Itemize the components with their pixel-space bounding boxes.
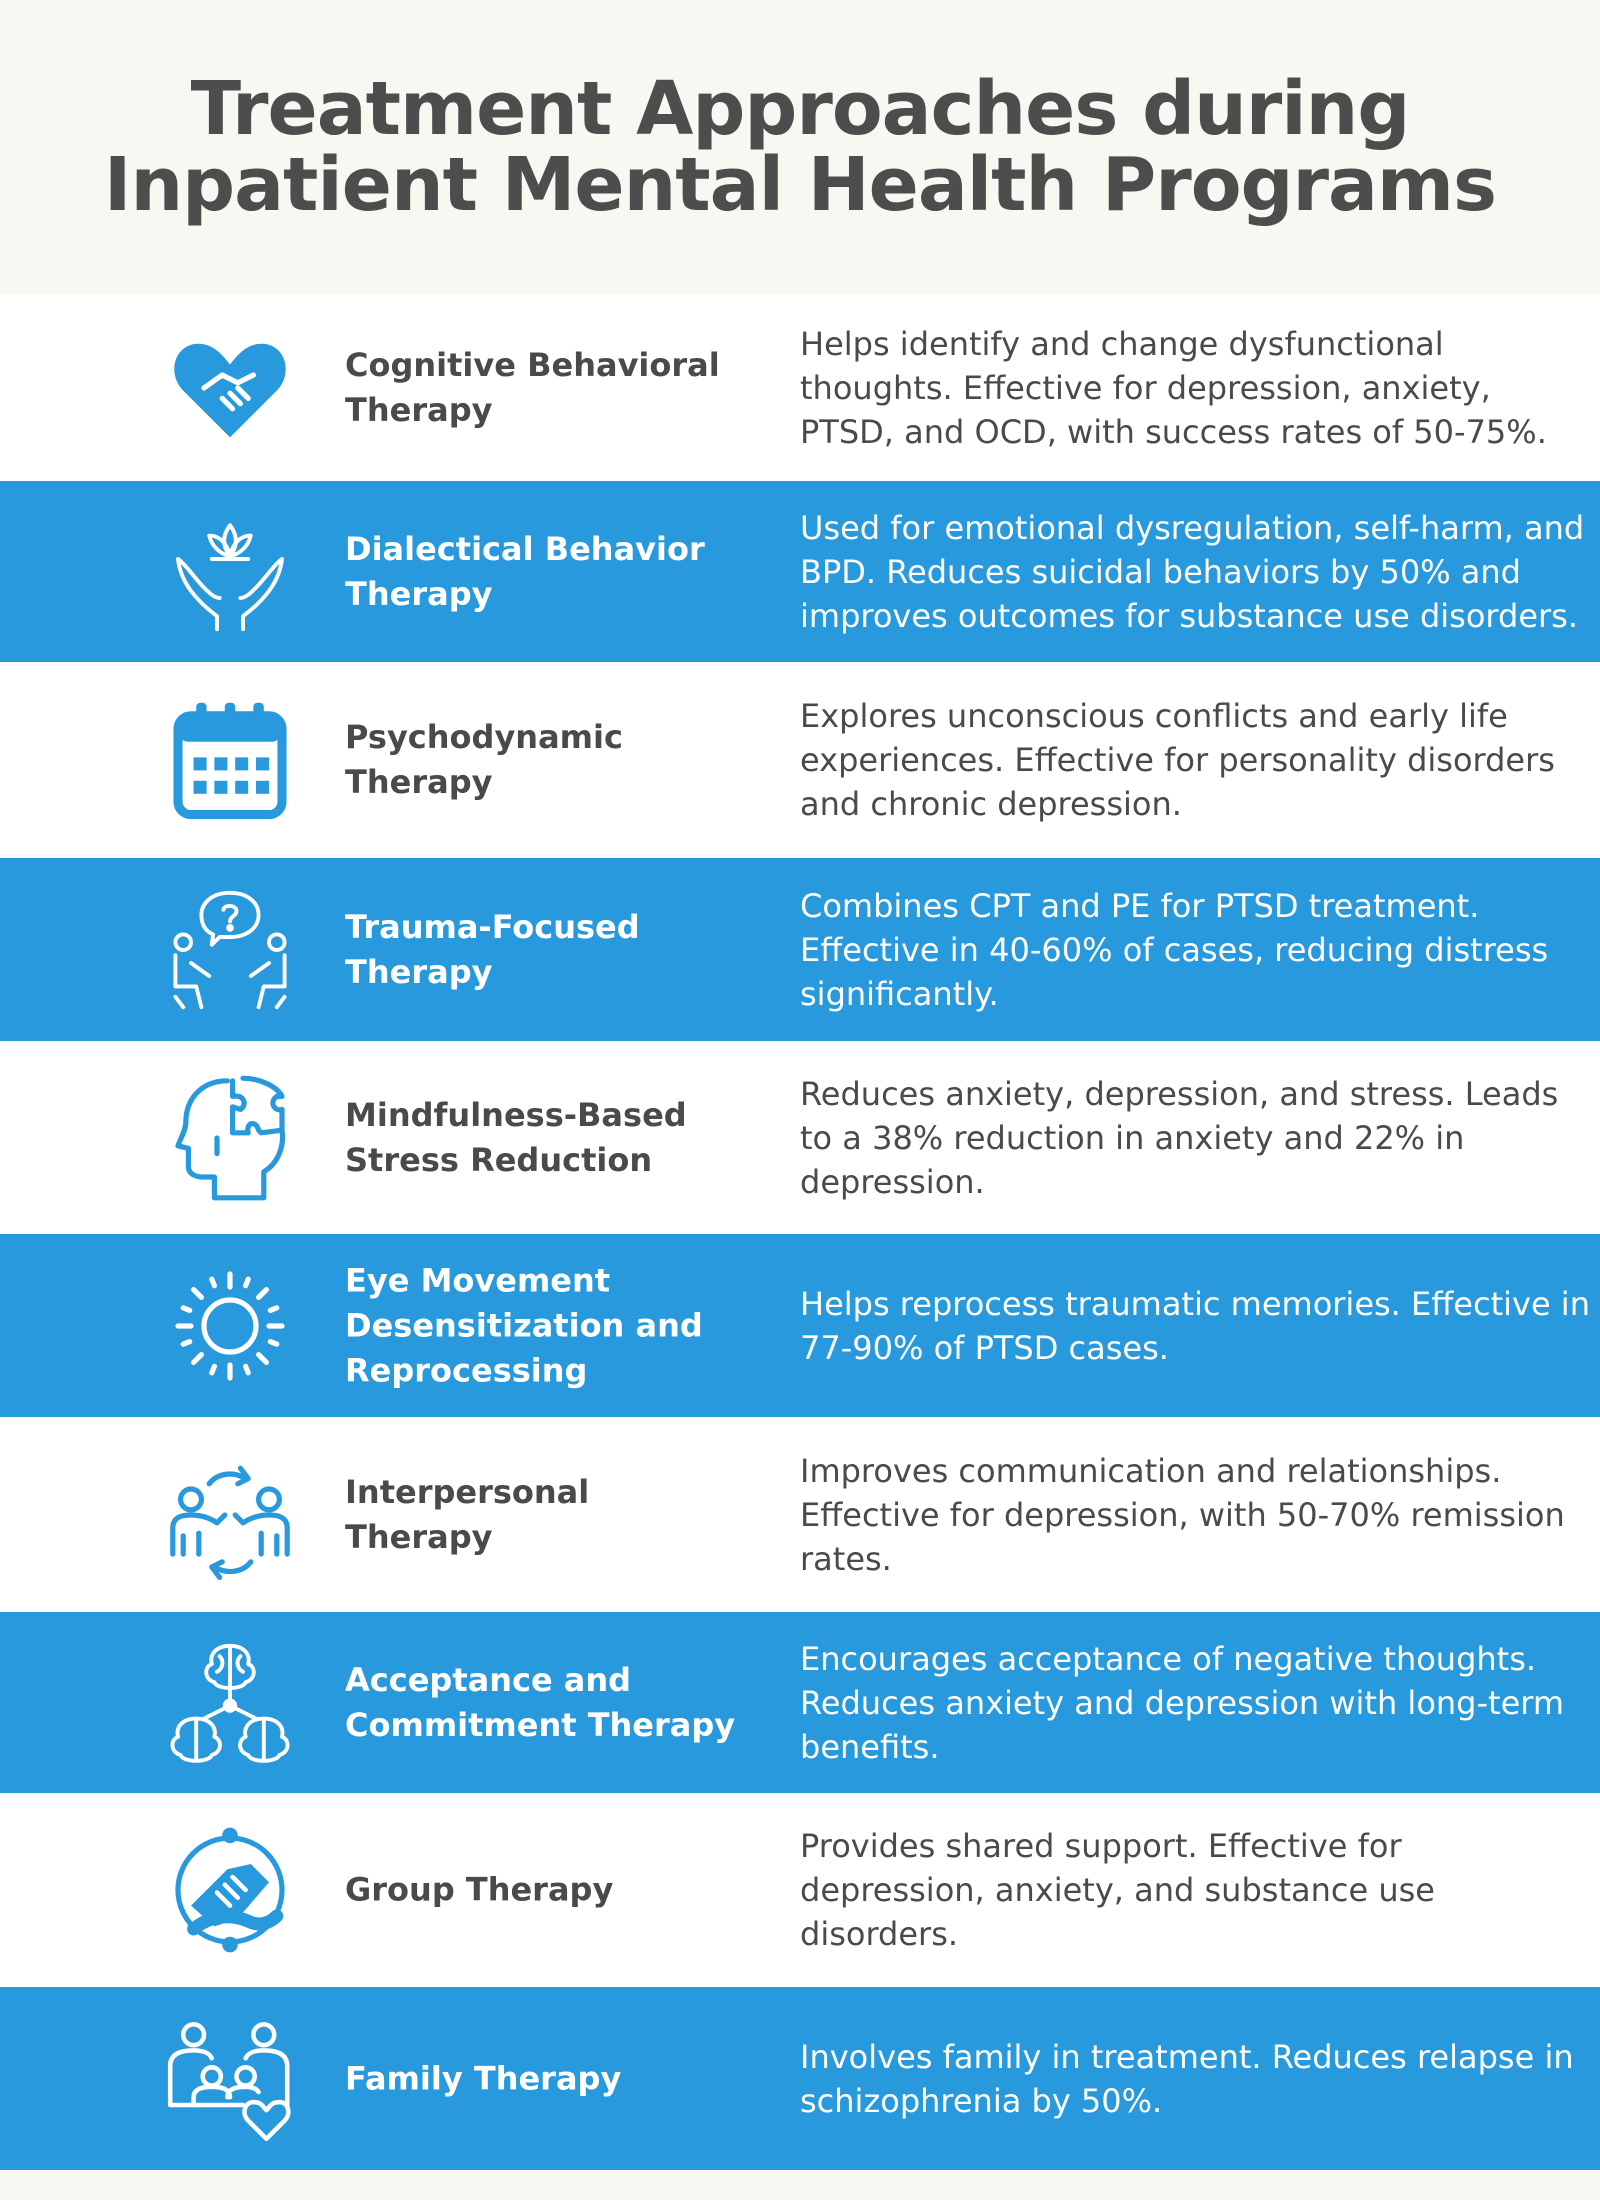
therapy-row-group <box>0 1793 1600 1987</box>
therapy-name: Acceptance and Commitment Therapy <box>345 1660 736 1744</box>
therapy-description: Combines CPT and PE for PTSD treatment. Effective in 40-60% of cases, reducing distress significantly. <box>800 886 1549 1013</box>
therapy-description: Used for emotional dysregulation, self-harm, and BPD. Reduces suicidal behaviors by 50% and improves outcomes for substance use disorders. <box>800 508 1585 635</box>
therapy-name: Family Therapy <box>345 2059 622 2097</box>
therapy-row-mbsr <box>0 1041 1600 1234</box>
head-puzzle-icon <box>130 1063 330 1213</box>
page-title <box>103 65 1497 228</box>
therapy-row-family <box>0 1987 1600 2170</box>
therapy-name: Eye Movement Desensitization and Reprocessing <box>345 1261 703 1389</box>
therapy-row-psychodynamic <box>0 662 1600 858</box>
therapy-description: Helps identify and change dysfunctional thoughts. Effective for depression, anxiety, PTSD, and OCD, with success rates of 50-75%. <box>800 324 1547 451</box>
lotus-hands-icon <box>130 497 330 647</box>
therapy-name: Dialectical Behavior Therapy <box>345 529 705 613</box>
therapy-name: Cognitive Behavioral Therapy <box>345 345 720 429</box>
therapy-row-trauma-focused <box>0 858 1600 1041</box>
therapy-name: Group Therapy <box>345 1870 614 1909</box>
heart-handshake-icon <box>130 313 330 463</box>
therapy-name: Psychodynamic Therapy <box>345 718 623 801</box>
therapy-row-interpersonal <box>0 1417 1600 1612</box>
brain-network-icon <box>130 1628 330 1778</box>
therapy-description: Explores unconscious conflicts and early life experiences. Effective for personality disorders and chronic depression. <box>800 697 1555 823</box>
therapy-description: Helps reprocess traumatic memories. Effective in 77-90% of PTSD cases. <box>800 1284 1590 1367</box>
people-exchange-icon <box>130 1440 330 1590</box>
page-title-line-2: Inpatient Mental Health Programs <box>103 142 1497 228</box>
therapy-row-act <box>0 1612 1600 1793</box>
therapy-name: Mindfulness-Based Stress Reduction <box>345 1095 687 1179</box>
therapy-list <box>0 294 1600 2170</box>
sun-icon <box>130 1251 330 1401</box>
therapy-description: Provides shared support. Effective for depression, anxiety, and substance use disorders. <box>800 1827 1435 1953</box>
therapy-description: Reduces anxiety, depression, and stress. Leads to a 38% reduction in anxiety and 22% in depression. <box>800 1074 1559 1201</box>
header <box>0 0 1600 294</box>
group-hands-icon <box>130 1815 330 1965</box>
calendar-icon <box>130 685 330 835</box>
therapy-description: Encourages acceptance of negative thoughts. Reduces anxiety and depression with long-term benefits. <box>800 1639 1565 1766</box>
therapy-description: Improves communication and relationships. Effective for depression, with 50-70% remission rates. <box>800 1451 1565 1578</box>
therapy-name: Trauma-Focused Therapy <box>345 907 640 991</box>
therapy-row-emdr <box>0 1234 1600 1417</box>
therapy-name: Interpersonal Therapy <box>345 1472 590 1556</box>
family-heart-icon <box>130 2004 330 2154</box>
page-title-line-1: Treatment Approaches during <box>190 65 1410 152</box>
therapy-description: Involves family in treatment. Reduces relapse in schizophrenia by 50%. <box>800 2037 1574 2120</box>
counseling-chat-icon <box>130 875 330 1025</box>
therapy-row-dbt <box>0 481 1600 662</box>
therapy-row-cbt <box>0 294 1600 481</box>
